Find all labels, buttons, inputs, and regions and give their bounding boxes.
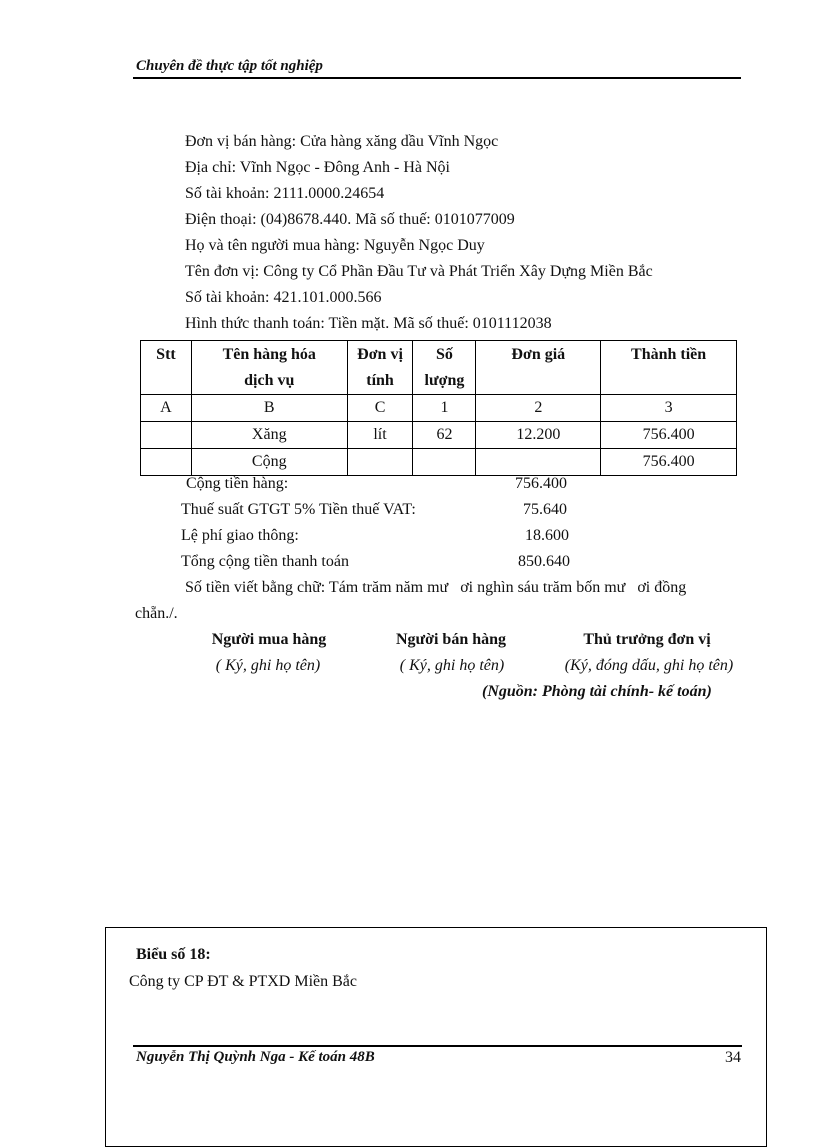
table-cell: B [191,395,347,422]
table-cell: 756.400 [601,422,737,449]
company-name: Công ty CP ĐT & PTXD Miền Bắc [129,973,358,990]
table-cell [141,422,192,449]
grand-total-value: 850.640 [518,553,570,570]
table-cell: Cộng [191,449,347,476]
table-row-item [141,422,737,449]
vat-label: Thuế suất GTGT 5% Tiền thuế VAT: [181,501,416,518]
footer-divider [133,1045,742,1047]
table-cell [476,449,601,476]
source-note: (Nguồn: Phòng tài chính- kế toán) [482,683,712,700]
seller-account: Số tài khoản: 2111.0000.24654 [185,185,385,202]
column-header-item-name: Tên hàng hóa dịch vụ [191,341,347,395]
traffic-fee-label: Lệ phí giao thông: [181,527,299,544]
column-header-amount: Thành tiền [601,341,737,395]
table-row-total [141,449,737,476]
table-cell: 2 [476,395,601,422]
table-cell: lít [347,422,413,449]
goods-total-label: Cộng tiền hàng: [186,475,289,492]
buyer-unit: Tên đơn vị: Công ty Cổ Phần Đầu Tư và Phát Triển Xây Dựng Miền Bắc [185,263,653,280]
signature-buyer-note: ( Ký, ghi họ tên) [215,657,321,674]
payment-method: Hình thức thanh toán: Tiền mặt. Mã số thuế: 0101112038 [185,315,552,332]
buyer-name: Họ và tên người mua hàng: Nguyễn Ngọc Duy [185,237,485,254]
table-cell: 1 [413,395,476,422]
amount-in-words: Số tiền viết bằng chữ: Tám trăm năm mư ơi nghìn sáu trăm bốn mư ơi đồng [185,579,687,596]
invoice-table [140,340,737,476]
table-cell [141,449,192,476]
header-divider [133,77,741,79]
form-number-label: Biểu số 18: [136,946,211,963]
seller-phone: Điện thoại: (04)8678.440. Mã số thuế: 0101077009 [185,211,515,228]
table-cell [347,449,413,476]
signature-buyer-title: Người mua hàng [211,631,327,648]
table-cell: Xăng [191,422,347,449]
footer-author: Nguyễn Thị Quỳnh Nga - Kế toán 48B [136,1049,375,1065]
page-number: 34 [725,1049,741,1066]
table-cell: 62 [413,422,476,449]
table-cell: A [141,395,192,422]
traffic-fee-value: 18.600 [525,527,569,544]
vat-value: 75.640 [523,501,567,518]
column-header-unit: Đơn vị tính [347,341,413,395]
signature-seller-title: Người bán hàng [395,631,507,648]
signature-director-note: (Ký, đóng dấu, ghi họ tên) [564,657,734,674]
column-header-unit-price: Đơn giá [476,341,601,395]
goods-total-value: 756.400 [515,475,567,492]
column-header-quantity: Số lượng [413,341,476,395]
page-header-title: Chuyên đề thực tập tốt nghiệp [136,58,323,74]
amount-in-words-cont: chẵn./. [135,605,178,622]
buyer-account: Số tài khoản: 421.101.000.566 [185,289,382,306]
signature-director-title: Thủ trưởng đơn vị [583,631,711,648]
table-row-codes [141,395,737,422]
table-cell [413,449,476,476]
grand-total-label: Tổng cộng tiền thanh toán [181,553,349,570]
signature-seller-note: ( Ký, ghi họ tên) [399,657,505,674]
table-cell: 756.400 [601,449,737,476]
table-cell: C [347,395,413,422]
column-header-stt: Stt [141,341,192,395]
table-cell: 12.200 [476,422,601,449]
seller-address: Địa chỉ: Vĩnh Ngọc - Đông Anh - Hà Nội [185,159,450,176]
table-header-row [141,341,737,395]
seller-unit: Đơn vị bán hàng: Cửa hàng xăng dầu Vĩnh Ngọc [185,133,499,150]
table-cell: 3 [601,395,737,422]
